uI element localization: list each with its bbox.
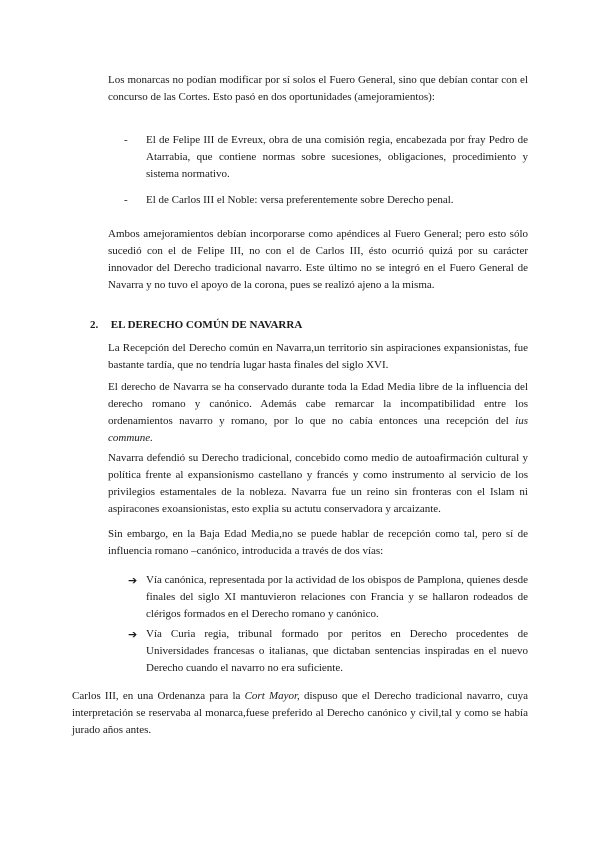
list-item-text: Vía Curia regia, tribunal formado por peritos en Derecho procedentes de Universidades francesas o italianas, que dictaban sentencias inspiradas en el nuevo Derecho cuando el navarro no era suficiente. [146, 628, 528, 674]
section-number: 2. [90, 319, 99, 331]
arrow-bullet-icon: ➔ [128, 574, 138, 587]
list-item [128, 626, 528, 677]
section-title: EL DERECHO COMÚN DE NAVARRA [110, 319, 303, 331]
list-item [124, 132, 528, 183]
italic-term: Cort Mayor, [244, 690, 300, 702]
paragraph-derecho-navarra [108, 379, 528, 447]
paragraph-baja-edad-media: Sin embargo, en la Baja Edad Media,no se puede hablar de recepción como tal, pero sí de influencia romano –canónico, introducida a través de dos vías: [108, 528, 528, 557]
paragraph-carlos-iii [72, 688, 528, 739]
paragraph-text: El derecho de Navarra se ha conservado durante toda la Edad Media libre de la influencia del derecho romano y canónico. Además cabe remarcar la incompatibilidad entre los ordenamientos navarro y romano, por lo que no cabía entonces una recepción del [108, 381, 528, 427]
list-item-text: El de Carlos III el Noble: versa preferentemente sobre Derecho penal. [146, 194, 454, 206]
italic-term: ius commune. [108, 415, 528, 444]
list-item [124, 192, 528, 209]
list-item-text: El de Felipe III de Evreux, obra de una comisión regia, encabezada por fray Pedro de Atarrabia, que contiene normas sobre sucesiones, obligaciones, procedimiento y sistema normativo. [146, 134, 528, 180]
list-item [128, 572, 528, 623]
paragraph-defensa-derecho: Navarra defendió su Derecho tradicional, concebido como medio de autoafirmación cultural y política frente al expansionismo castellano y francés y como instrumento al servicio de los privilegios estamentales de la nobleza. Navarra fue un reino sin fronteras con el Islam ni aspiracones exoansionistas, esto explia su actutu conservadora y arcaizante. [108, 452, 528, 515]
dash-bullet: - [124, 194, 128, 206]
list-item-text: Vía canónica, representada por la actividad de los obispos de Pamplona, quienes desde finales del siglo XI mantuvieron relaciones con Francia y se hallaron rodeados de clérigos formados en el Derecho romano y canónico. [146, 574, 528, 620]
intro-paragraph: Los monarcas no podían modificar por sí solos el Fuero General, sino que debían contar con el concurso de las Cortes. Esto pasó en dos oportunidades (amejoramientos): [108, 74, 528, 103]
amejoramientos-paragraph: Ambos amejoramientos debían incorporarse como apéndices al Fuero General; pero esto sólo sucedió con el de Felipe III, no con el de Carlos III, ésto ocurrió quizá por su carácter innovador del Derecho tradicional navarro. Este último no se integró en el Fuero General de Navarra y no tuvo el apoyo de la corona, pues se realizó ajeno a la misma. [108, 228, 528, 291]
section-heading [90, 317, 530, 334]
paragraph-text: Carlos III, en una Ordenanza para la [72, 690, 245, 702]
arrow-bullet-icon: ➔ [128, 628, 138, 641]
paragraph-recepcion: La Recepción del Derecho común en Navarra,un territorio sin aspiraciones expansionistas, fue bastante tardía, que no tendría lugar hasta finales del siglo XVI. [108, 342, 528, 371]
dash-bullet: - [124, 134, 128, 146]
paragraph-text: dispuso que el Derecho tradicional navarro, cuya interpretación se reservaba al monarca,fuese preferido al Derecho canónico y civil,tal y como se había jurado años antes. [72, 690, 528, 736]
